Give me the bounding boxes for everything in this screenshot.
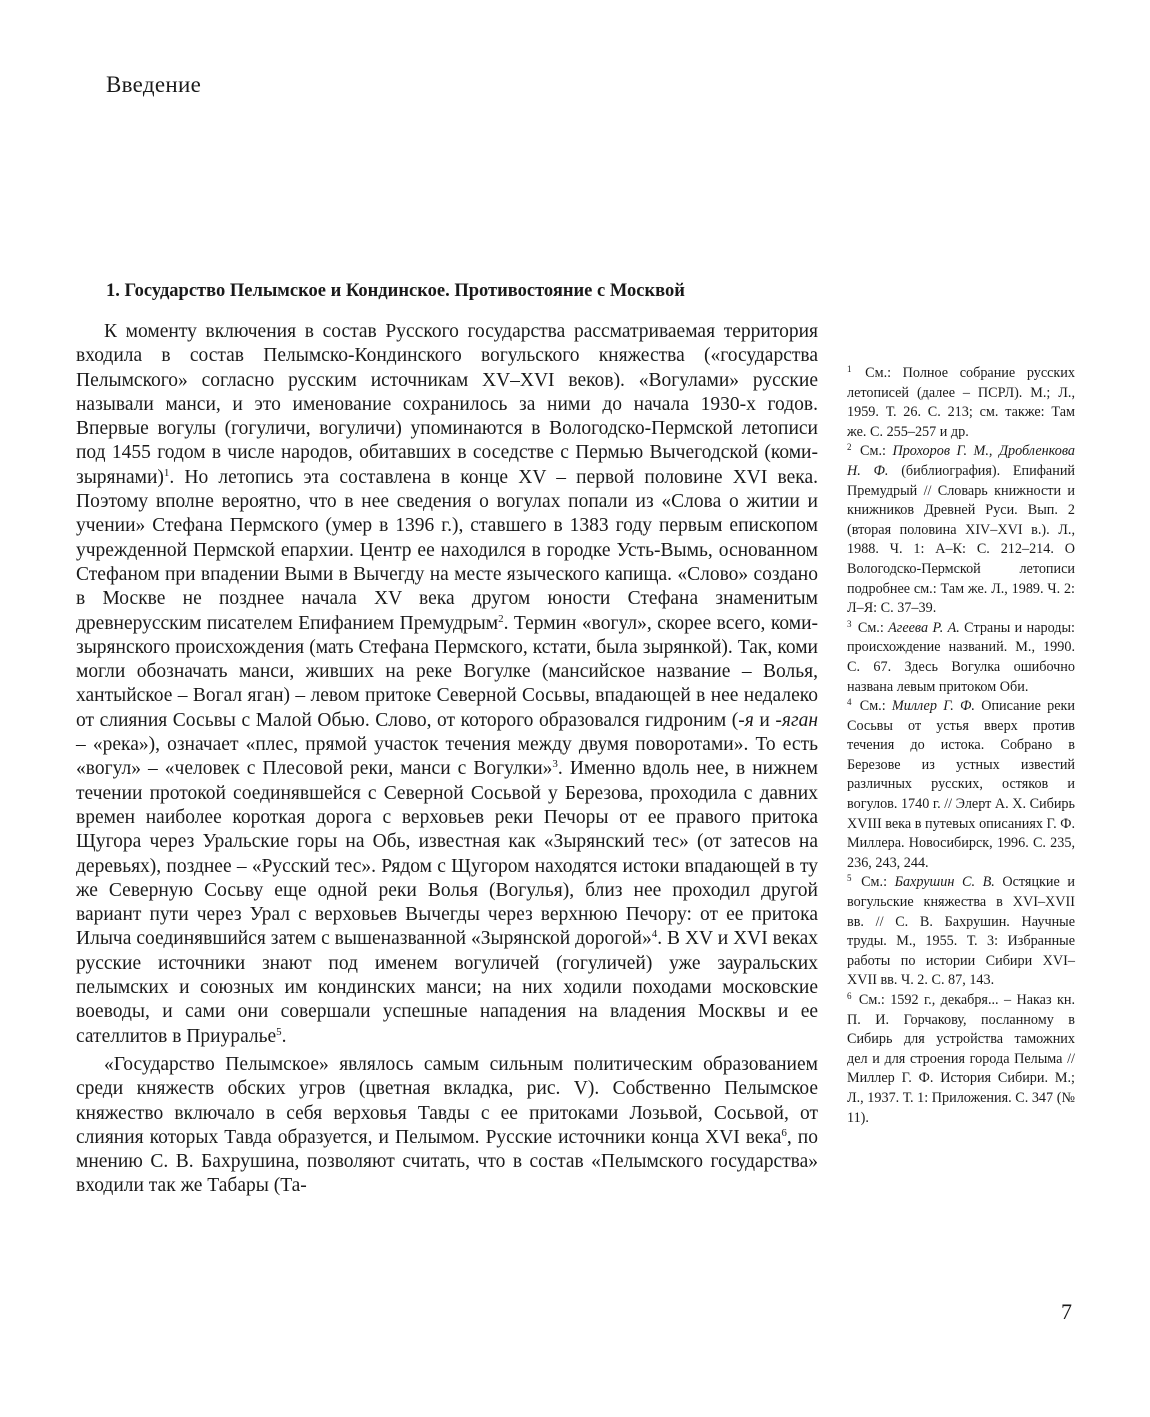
text-run: и [753, 709, 776, 731]
footnote-author: Агеева Р. А. [888, 619, 960, 636]
footnote-text: См.: Полное собрание русских летописей (далее – ПСРЛ). М.; Л., 1959. Т. 26. С. 213; см. также: Там же. С. 255–257 и др. [847, 365, 1075, 440]
footnote-number: 3 [847, 618, 852, 629]
footnote-text: Описание реки Сосьвы от устья вверх против течения до истока. Собрано в Березове из устных известий различных русских, остяков и вогулов. 1740 г. // Элерт А. Х. Сибирь XVIII века в путевых описаниях Г. Ф. Миллера. Новосибирск, 1996. С. 235, 236, 243, 244. [847, 698, 1075, 871]
footnote-text: См.: [853, 619, 889, 636]
footnote-text: Страны и народы: происхождение названий. М., 1990. С. 67. Здесь Вогулка ошибочно названа левым притоком Оби. [847, 619, 1075, 695]
footnote-ref[interactable]: 2 [498, 612, 504, 625]
text-run: К моменту включения в состав Русского государства рассматриваемая территория входила в состав Пелымско-Кондинского вогульского княжества («государства Пелымского» согласно русским источникам XV–XVI веков). «Вогулами» русские называли манси, и это именование сохранилось за ними до начала 1930-х годов. Впервые вогулы (гогуличи, вогуличи) упоминаются в Вологодско-Пермской летописи под 1455 годом в числе народов, обитавших в соседстве с Пермью Вычегодской (коми-зырянами) [76, 321, 818, 488]
footnotes-column [847, 364, 1075, 1128]
footnote-ref[interactable]: 5 [276, 1025, 282, 1038]
paragraph [76, 320, 818, 1049]
footnote [847, 991, 1075, 1128]
text-run: . Именно вдоль нее, в нижнем течении протокой соединявшейся с Северной Сосьвой у Березова, проходила с давних времен наиболее короткая дорога с верховьев реки Печоры от ее правого притока Щугора через Уральские горы на Обь, известная как «Зырянский тес» (от затесов на деревьях), позднее – «Русский тес». Рядом с Щугором находятся истоки впадающей в ту же Северную Сосьву еще одной реки Волья (Вогулья), близ нее проходил другой вариант пути через Урал с верховьев Вычегды через верхнюю Печору: от ее притока Илыча соединявшийся затем с вышеназванной «Зырянской дорогой» [76, 758, 818, 950]
footnote-number: 1 [847, 364, 852, 374]
footnote-author: Миллер Г. Ф. [891, 698, 975, 715]
footnote-number: 4 [847, 697, 852, 708]
italic-text: -яган [775, 709, 818, 731]
text-run: , по мнению С. В. Бахрушина, позволяют считать, что в состав «Пелымского государства» входили так же Табары (Та- [76, 1126, 818, 1197]
footnote [847, 442, 1075, 618]
footnote-author: Бахрушин С. В. [894, 874, 995, 891]
footnote-ref[interactable]: 1 [163, 466, 170, 479]
text-run: . Термин «вогул», скорее всего, коми-зырянского происхождения (мать Стефана Пермского, кстати, была зырянкой). Так, коми могли обозначать манси, живших на реке Вогулке (мансийское название – Волья, хантыйское – Вогал яган) – левом притоке Северной Сосьвы, впадающей в нее недалеко от слияния Сосьвы с Малой Обью. Слово, от которого образовался гидроним ( [76, 612, 818, 731]
footnote-text: См.: [853, 443, 893, 460]
footnote [847, 619, 1075, 697]
footnote-ref[interactable]: 6 [781, 1126, 787, 1139]
main-text [76, 320, 818, 1199]
footnote-text: См.: 1592 г., декабря... – Наказ кн. П. И. Горчакову, посланному в Сибирь для устройства таможних дел и для строения города Пелыма // Миллер Г. Ф. История Сибири. М.; Л., 1937. Т. 1: Приложения. С. 347 (№ 11). [847, 992, 1075, 1126]
footnote-text: Остяцкие и вогульские княжества в XVI–XVII вв. // С. В. Бахрушин. Научные труды. М., 1955. Т. 3: Избранные работы по истории Сибири XVI–XVII вв. Ч. 2. С. 87, 143. [847, 874, 1075, 989]
footnote-ref[interactable]: 4 [651, 928, 658, 941]
footnote-text: См.: [853, 698, 892, 715]
text-run: . В XV и XVI веках русские источники знают под именем вогуличей (гогуличей) уже зауральских пелымских и союзных им кондинских манси; на них ходили походами московские воеводы, и сами они совершали успешные нападения на владения Москвы и ее сателлитов в Приуралье [76, 928, 819, 1047]
page-number: 7 [1061, 1299, 1072, 1324]
footnote-text: См.: [853, 874, 895, 891]
footnote-number: 2 [847, 442, 852, 453]
section-heading: 1. Государство Пелымское и Кондинское. Противостояние с Москвой [106, 281, 685, 301]
chapter-title: Введение [106, 72, 202, 97]
text-run: . [281, 1025, 287, 1047]
footnote-number: 6 [847, 991, 852, 1001]
paragraph [76, 1053, 818, 1199]
text-run: «Государство Пелымское» являлось самым сильным политическим образованием среди княжеств обских угров (цветная вкладка, рис. V). Собственно Пелымское княжество включало в себя верховья Тавды с ее притоками Лозьвой, Сосьвой, от слияния которых Тавда образуется, и Пелымом. Русские источники конца XVI века [76, 1053, 818, 1148]
footnote [847, 697, 1075, 873]
text-run: – «река»), означает «плес, прямой участок течения между двумя поворотами». То есть «вогул» – «человек с Плесовой реки, манси с Вогулки» [76, 734, 818, 780]
footnote-ref[interactable]: 3 [552, 758, 558, 771]
footnote-text: (библиография). Епифаний Премудрый // Словарь книжности и книжников Древней Руси. Вып. 2 (вторая половина XIV–XVI в.). Л., 1988. Ч. 1: А–К: С. 212–214. О Вологодско-Пермской летописи подробнее см.: Там же. Л., 1989. Ч. 2: Л–Я: С. 37–39. [847, 462, 1076, 617]
footnote [847, 873, 1075, 991]
footnote-author: Прохоров Г. М., Дробленкова Н. Ф. [847, 443, 1075, 479]
footnote-number: 5 [847, 873, 852, 884]
footnote [847, 364, 1075, 442]
italic-text: -я [738, 709, 754, 731]
text-run: . Но летопись эта составлена в конце XV – первой половине XVI века. Поэтому вполне вероятно, что в нее сведения о вогулах попали из «Слова о житии и учении» Стефана Пермского (умер в 1396 г.), ставшего в 1383 году первым епископом учрежденной Пермской епархии. Центр ее находился в городке Усть-Вымь, основанном Стефаном при впадении Выми в Вычегду на месте языческого капища. «Слово» создано в Москве не позднее начала XV века другом юности Стефана знаменитым древнерусским писателем Епифанием Премудрым [76, 466, 818, 634]
